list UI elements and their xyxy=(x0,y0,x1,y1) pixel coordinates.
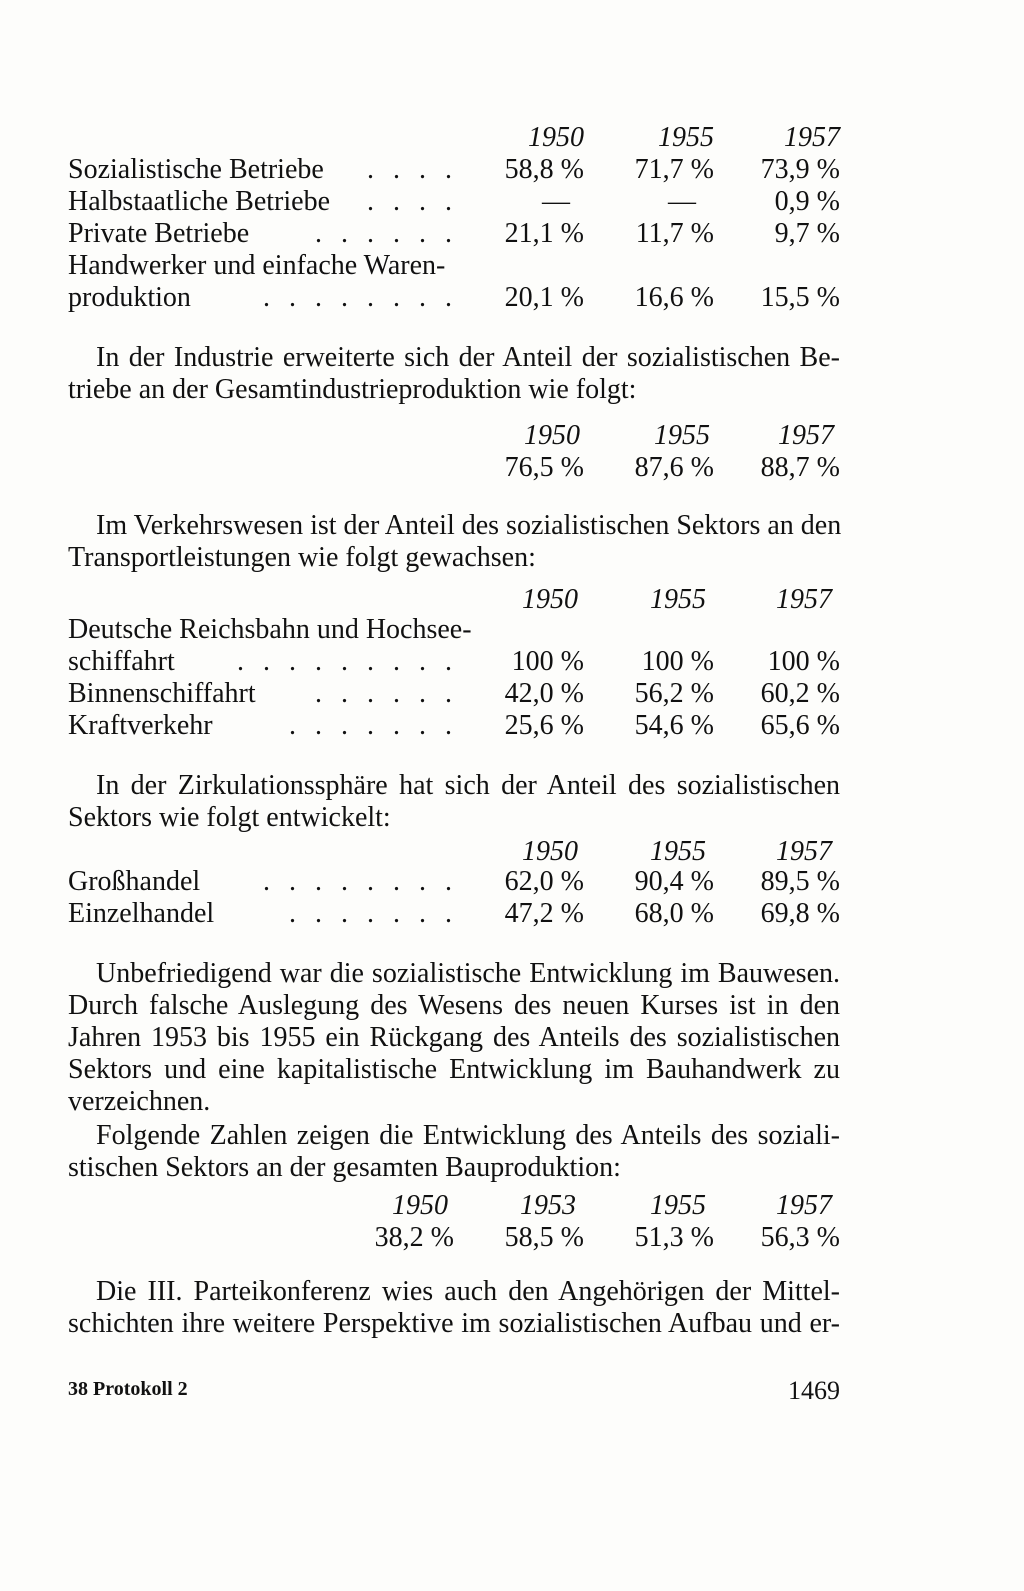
cell-value: 11,7 % xyxy=(635,218,714,249)
paragraph-line: Unbefriedigend war die sozialistische Entwicklung im Bauwesen. xyxy=(96,958,840,989)
paragraph-line: schichten ihre weitere Perspektive im sozialistischen Aufbau und er- xyxy=(68,1308,840,1339)
cell-value: 38,2 % xyxy=(374,1222,454,1253)
paragraph-line: Transportleistungen wie folgt gewachsen: xyxy=(68,542,536,573)
paragraph-line: Im Verkehrswesen ist der Anteil des sozialistischen Sektors an den xyxy=(96,510,842,541)
cell-value: 51,3 % xyxy=(634,1222,714,1253)
leader-dots: . . . . . . xyxy=(315,678,458,709)
cell-value: 68,0 % xyxy=(634,898,714,929)
paragraph-line: Folgende Zahlen zeigen die Entwicklung des Anteils des soziali- xyxy=(96,1120,840,1151)
year-header: 1955 xyxy=(650,1190,706,1221)
year-header: 1955 xyxy=(654,420,710,451)
cell-value: 87,6 % xyxy=(634,452,714,483)
paragraph-line: Sektors wie folgt entwickelt: xyxy=(68,802,391,833)
cell-value: 16,6 % xyxy=(634,282,714,313)
cell-value: 20,1 % xyxy=(504,282,584,313)
cell-value: 21,1 % xyxy=(504,218,584,249)
paragraph-line: verzeichnen. xyxy=(68,1086,211,1117)
year-header: 1950 xyxy=(524,420,580,451)
cell-value: 58,8 % xyxy=(504,154,584,185)
year-header: 1957 xyxy=(784,122,840,153)
cell-value: 100 % xyxy=(767,646,840,677)
cell-value: — xyxy=(542,186,570,217)
cell-value: 9,7 % xyxy=(774,218,840,249)
row-label: produktion xyxy=(68,282,191,313)
cell-value: 88,7 % xyxy=(760,452,840,483)
signature-mark: 38 Protokoll 2 xyxy=(68,1378,188,1400)
leader-dots: . . . . . . . . xyxy=(263,866,458,897)
row-label: Sozialistische Betriebe xyxy=(68,154,324,185)
leader-dots: . . . . xyxy=(367,186,458,217)
cell-value: 54,6 % xyxy=(634,710,714,741)
year-header: 1957 xyxy=(776,1190,832,1221)
paragraph-line: In der Industrie erweiterte sich der Anteil der sozialistischen Be- xyxy=(96,342,840,373)
paragraph-line: triebe an der Gesamtindustrieproduktion wie folgt: xyxy=(68,374,637,405)
year-header: 1955 xyxy=(650,836,706,867)
cell-value: 0,9 % xyxy=(774,186,840,217)
row-label: Deutsche Reichsbahn und Hochsee- xyxy=(68,614,472,645)
year-header: 1950 xyxy=(528,122,584,153)
year-header: 1950 xyxy=(392,1190,448,1221)
cell-value: 47,2 % xyxy=(504,898,584,929)
cell-value: 100 % xyxy=(641,646,714,677)
cell-value: 100 % xyxy=(511,646,584,677)
cell-value: 69,8 % xyxy=(760,898,840,929)
leader-dots: . . . . . . . . . xyxy=(237,646,458,677)
cell-value: — xyxy=(668,186,696,217)
year-header: 1955 xyxy=(650,584,706,615)
leader-dots: . . . . . . . . xyxy=(263,282,458,313)
year-header: 1957 xyxy=(776,584,832,615)
cell-value: 42,0 % xyxy=(504,678,584,709)
cell-value: 76,5 % xyxy=(504,452,584,483)
year-header: 1950 xyxy=(522,584,578,615)
cell-value: 60,2 % xyxy=(760,678,840,709)
leader-dots: . . . . . . . xyxy=(289,710,458,741)
row-label: Großhandel xyxy=(68,866,201,897)
cell-value: 65,6 % xyxy=(760,710,840,741)
year-header: 1950 xyxy=(522,836,578,867)
year-header: 1955 xyxy=(658,122,714,153)
cell-value: 58,5 % xyxy=(504,1222,584,1253)
leader-dots: . . . . . . . xyxy=(289,898,458,929)
cell-value: 90,4 % xyxy=(634,866,714,897)
year-header: 1957 xyxy=(778,420,834,451)
row-label: schiffahrt xyxy=(68,646,175,677)
row-label: Handwerker und einfache Waren- xyxy=(68,250,446,281)
row-label: Private Betriebe xyxy=(68,218,250,249)
cell-value: 62,0 % xyxy=(504,866,584,897)
paragraph-line: Durch falsche Auslegung des Wesens des neuen Kurses ist in den xyxy=(68,990,840,1021)
paragraph-line: Jahren 1953 bis 1955 ein Rückgang des Anteils des sozialistischen xyxy=(68,1022,840,1053)
cell-value: 89,5 % xyxy=(760,866,840,897)
year-header: 1957 xyxy=(776,836,832,867)
row-label: Einzelhandel xyxy=(68,898,215,929)
paragraph-line: In der Zirkulationssphäre hat sich der Anteil des sozialistischen xyxy=(96,770,840,801)
page-number: 1469 xyxy=(788,1376,840,1405)
cell-value: 73,9 % xyxy=(760,154,840,185)
year-header: 1953 xyxy=(520,1190,576,1221)
paragraph-line: stischen Sektors an der gesamten Bauproduktion: xyxy=(68,1152,621,1183)
paragraph-line: Sektors und eine kapitalistische Entwicklung im Bauhandwerk zu xyxy=(68,1054,840,1085)
cell-value: 15,5 % xyxy=(760,282,840,313)
paragraph-line: Die III. Parteikonferenz wies auch den Angehörigen der Mittel- xyxy=(96,1276,840,1307)
row-label: Kraftverkehr xyxy=(68,710,213,741)
row-label: Halbstaatliche Betriebe xyxy=(68,186,330,217)
leader-dots: . . . . . . xyxy=(315,218,458,249)
cell-value: 25,6 % xyxy=(504,710,584,741)
cell-value: 71,7 % xyxy=(634,154,714,185)
row-label: Binnenschiffahrt xyxy=(68,678,256,709)
cell-value: 56,3 % xyxy=(760,1222,840,1253)
leader-dots: . . . . xyxy=(367,154,458,185)
cell-value: 56,2 % xyxy=(634,678,714,709)
